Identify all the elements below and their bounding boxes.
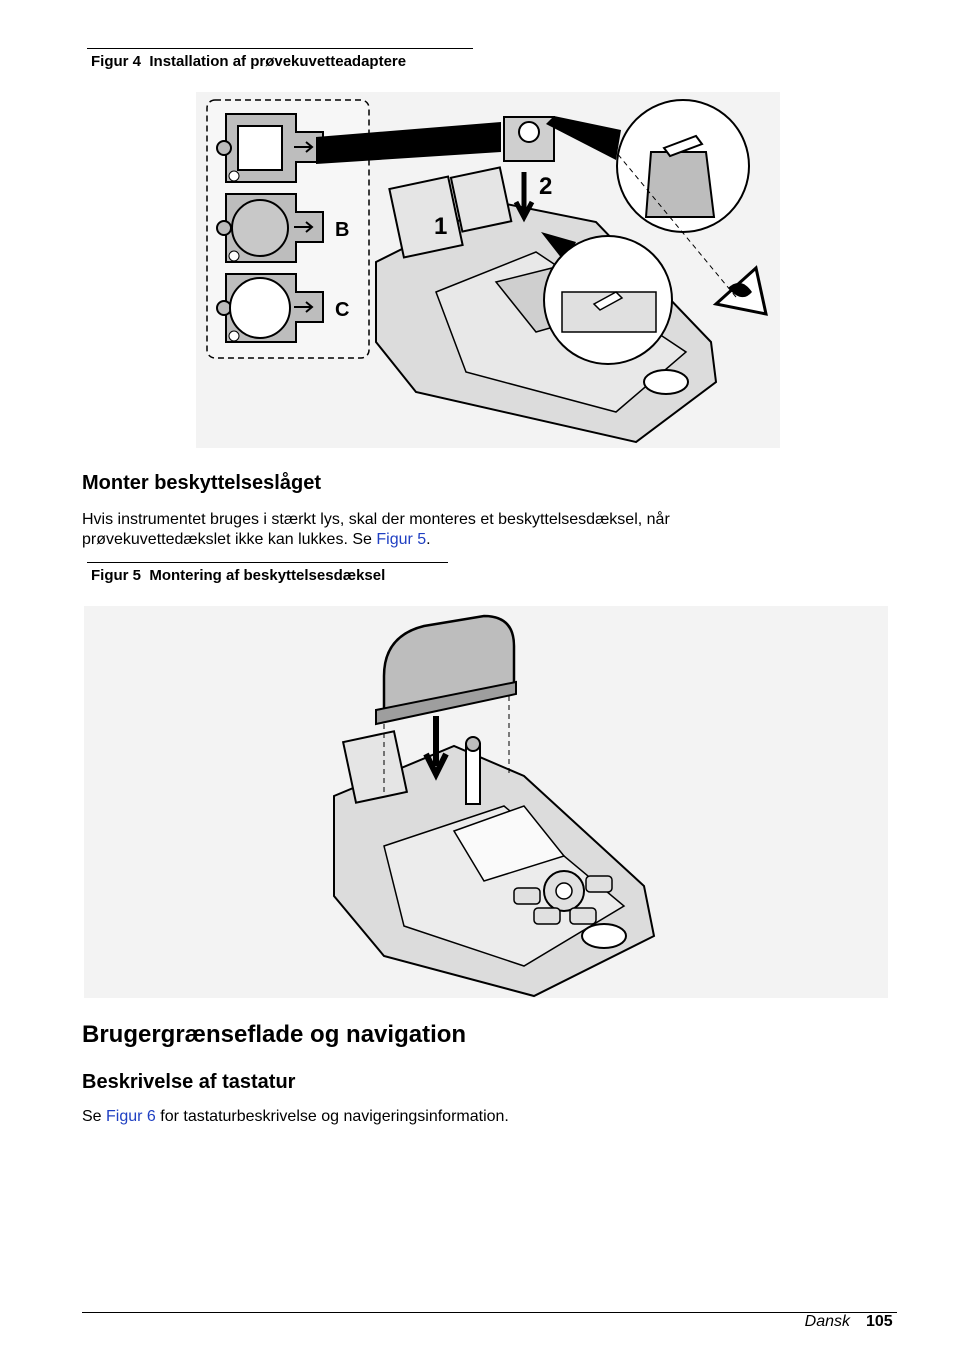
footer-rule xyxy=(82,1312,897,1313)
paragraph-start: Se xyxy=(82,1108,107,1125)
figure4-caption-number: Figur 4 xyxy=(91,53,142,70)
figure5-caption-rule xyxy=(87,562,448,563)
paragraph-end: for tastaturbeskrivelse og navigeringsinformation. xyxy=(155,1108,509,1125)
figure4-caption xyxy=(91,53,406,70)
figure5-caption-number: Figur 5 xyxy=(91,567,142,584)
section-paragraph-keypad xyxy=(82,1107,782,1127)
paragraph-end: . xyxy=(426,531,431,548)
section-heading-keypad: Beskrivelse af tastatur xyxy=(82,1071,296,1093)
step-1-label: 1 xyxy=(434,213,448,240)
figure4-caption-rule xyxy=(87,48,473,49)
footer-language: Dansk xyxy=(804,1313,850,1330)
figure6-link[interactable]: Figur 6 xyxy=(106,1108,156,1125)
adapter-c-label: C xyxy=(335,299,350,321)
section-paragraph-protective-cover xyxy=(82,510,782,550)
figure5-caption xyxy=(91,567,385,584)
paragraph-text: Hvis instrumentet bruges i stærkt lys, skal der monteres et beskyttelsesdæksel, når prøvekuvettedækslet ikke kan lukkes. Se xyxy=(82,511,670,548)
adapter-b-label: B xyxy=(335,219,350,241)
figure4-illustration xyxy=(196,92,780,448)
step-2-label: 2 xyxy=(539,173,553,200)
figure4-caption-title: Installation af prøvekuvetteadaptere xyxy=(149,53,407,70)
sample-vial xyxy=(466,737,480,804)
section-heading-protective-cover: Monter beskyttelseslåget xyxy=(82,472,321,494)
figure5-link[interactable]: Figur 5 xyxy=(376,531,427,548)
figure5-caption-title: Montering af beskyttelsesdæksel xyxy=(149,567,386,584)
footer-page-number: 105 xyxy=(866,1313,893,1330)
section-heading-user-interface: Brugergrænseflade og navigation xyxy=(82,1021,467,1048)
figure5-illustration xyxy=(84,606,888,998)
